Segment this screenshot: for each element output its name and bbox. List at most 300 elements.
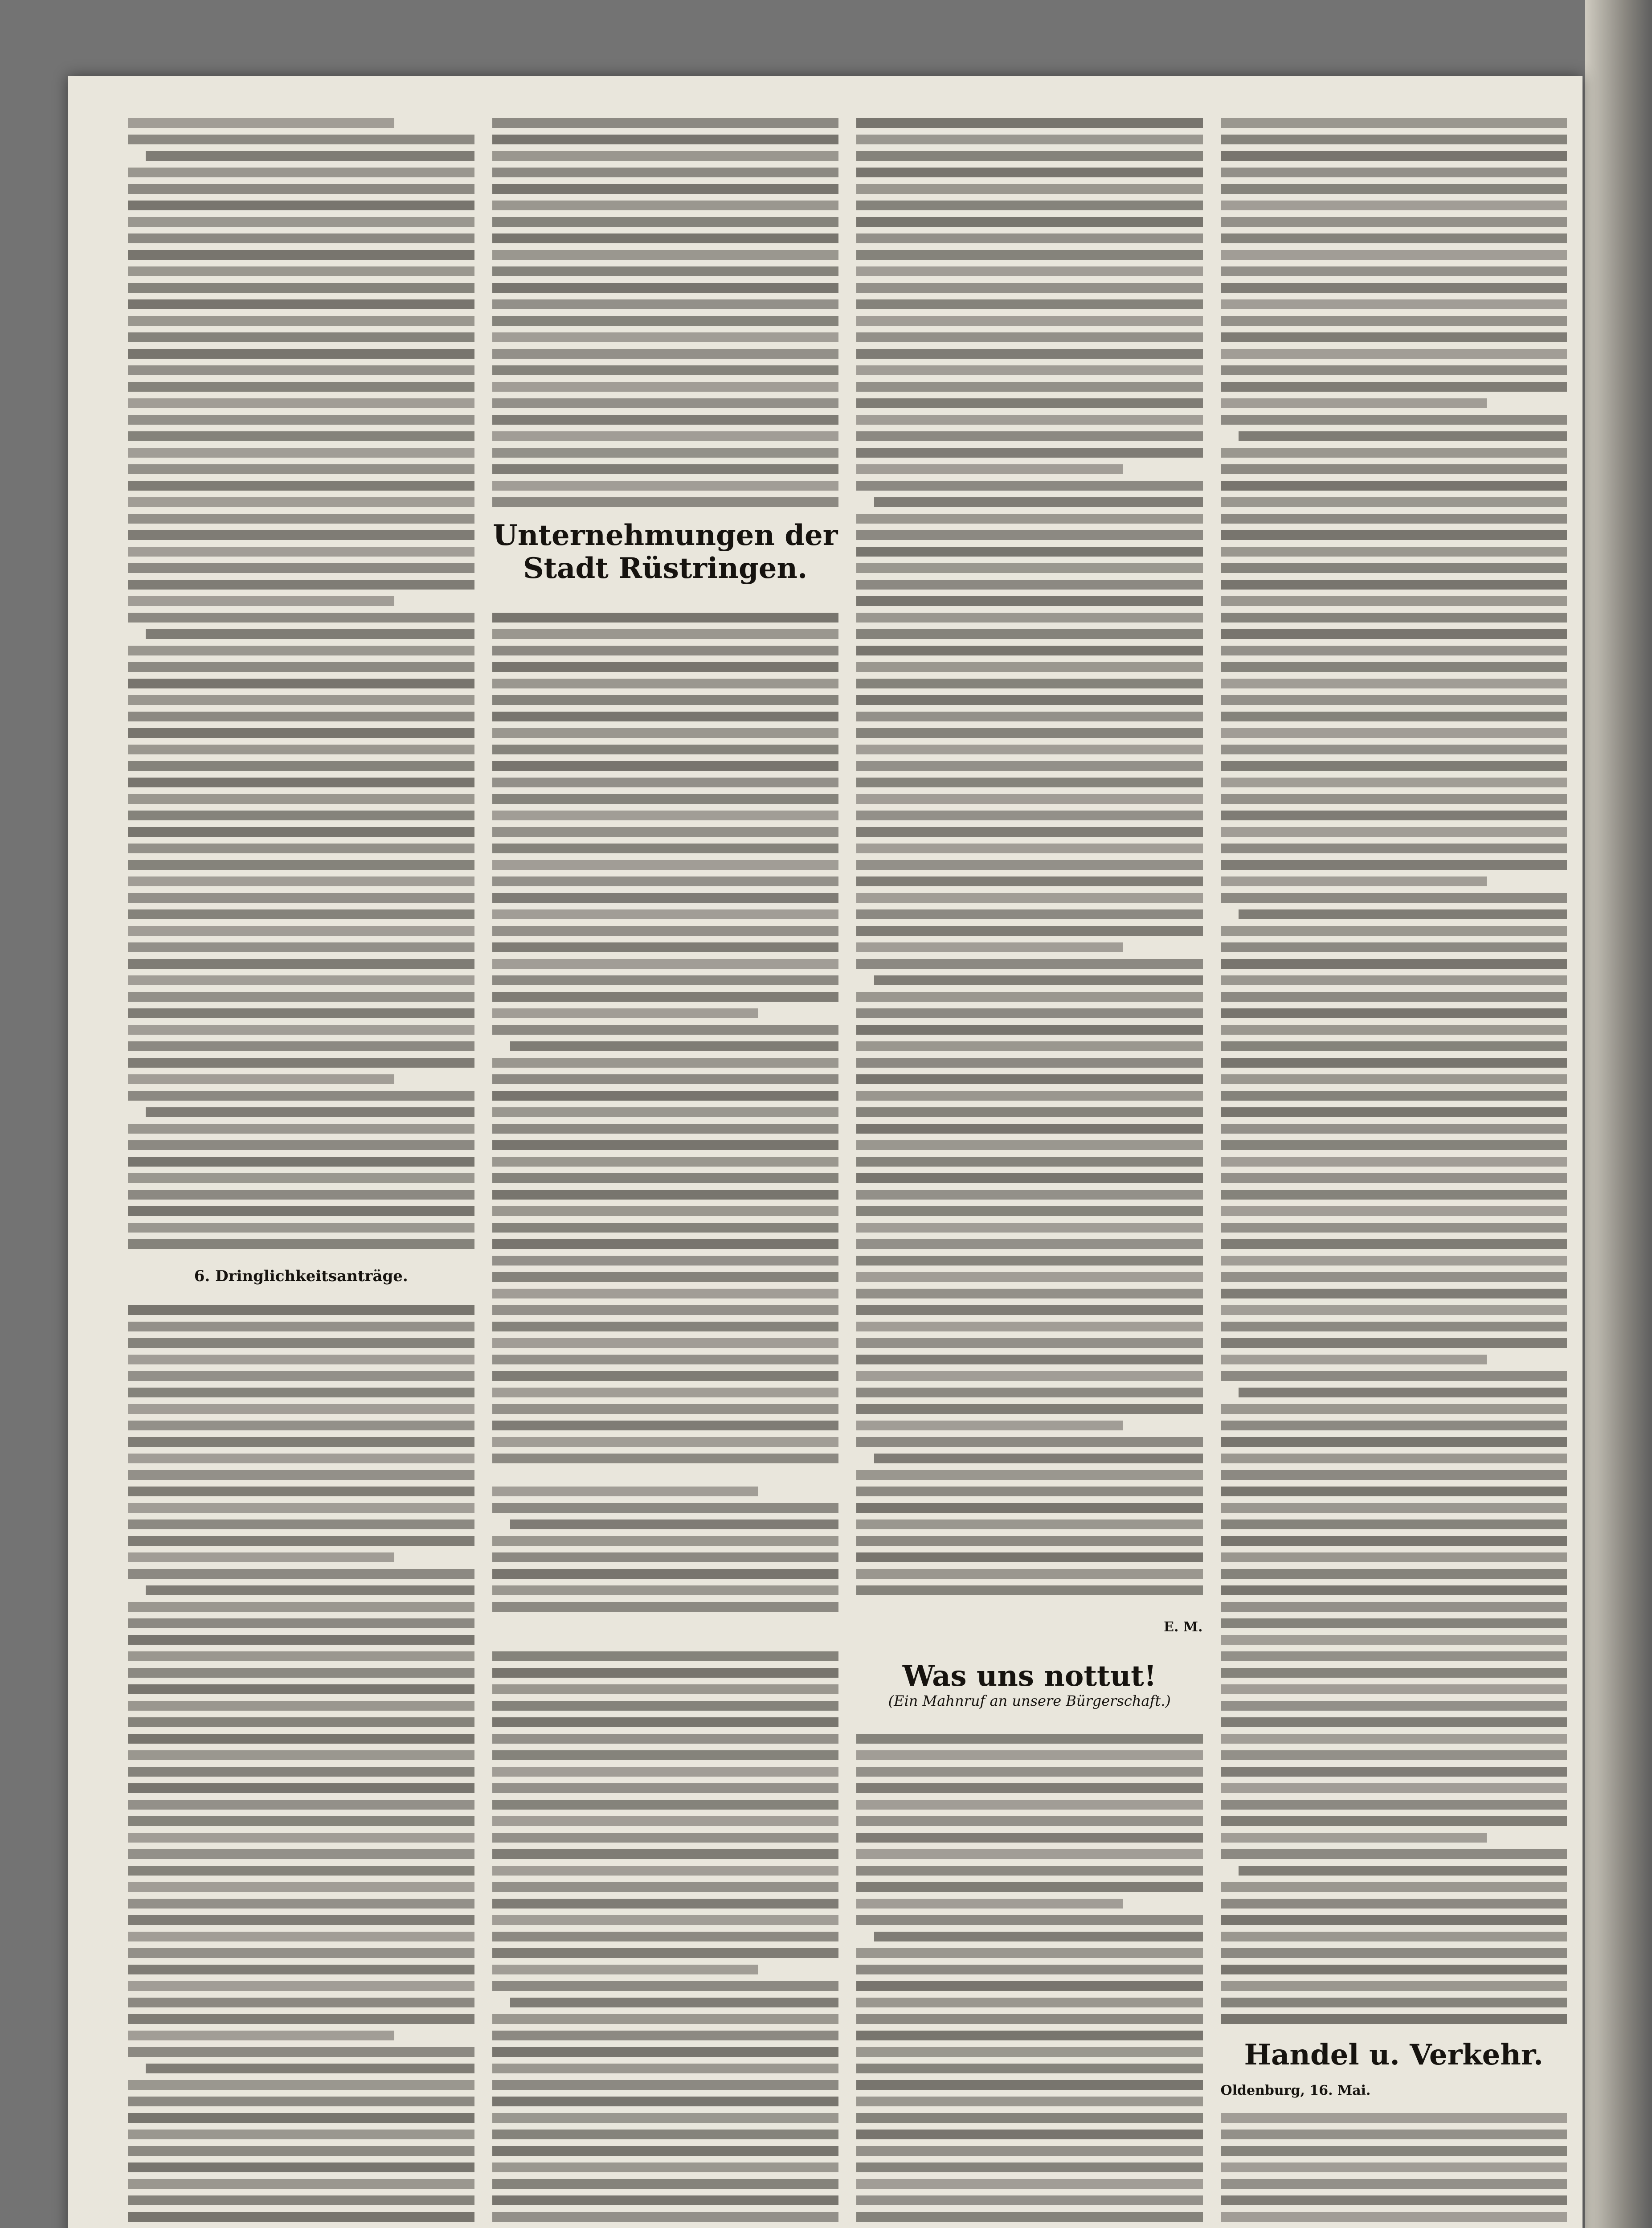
- text-line: [492, 1800, 839, 1810]
- text-line: [1221, 1239, 1567, 1249]
- text-line: [128, 1569, 474, 1579]
- text-line: [856, 464, 1123, 474]
- text-line: [1221, 398, 1487, 408]
- text-line: [856, 1206, 1203, 1216]
- text-line: [1221, 1404, 1567, 1414]
- text-line: [128, 893, 474, 903]
- text-line: [1239, 909, 1567, 919]
- text-line: [1221, 1684, 1567, 1694]
- text-line: [856, 1767, 1203, 1777]
- text-line: [128, 1668, 474, 1678]
- text-line: [1221, 332, 1567, 342]
- text-line: [856, 596, 1203, 606]
- text-line: [1221, 1091, 1567, 1101]
- text-line: [128, 926, 474, 936]
- text-line: [128, 761, 474, 771]
- text-line: [856, 1074, 1203, 1084]
- text-line: [128, 464, 474, 474]
- text-line: [128, 646, 474, 655]
- text-line: [1239, 1388, 1567, 1397]
- text-line: [856, 1371, 1203, 1381]
- text-line: [492, 250, 839, 260]
- text-line: [128, 1734, 474, 1744]
- text-line: [128, 1388, 474, 1397]
- text-line: [1221, 1124, 1567, 1134]
- text-line: [492, 201, 839, 210]
- text-line: [856, 1338, 1203, 1348]
- text-line: [1221, 1371, 1567, 1381]
- text-line: [1221, 1437, 1567, 1447]
- text-line: [146, 629, 474, 639]
- text-line: [1221, 1965, 1567, 1974]
- text-line: [856, 613, 1203, 623]
- text-line: [1221, 1849, 1567, 1859]
- column-1: [128, 118, 474, 2228]
- text-line: [1221, 860, 1567, 870]
- text-line: [128, 827, 474, 837]
- text-line: [128, 1833, 474, 1843]
- text-line: [128, 876, 474, 886]
- text-line: [128, 1157, 474, 1167]
- text-line: [1221, 1025, 1567, 1035]
- text-line: [1221, 662, 1567, 672]
- text-line: [1221, 1767, 1567, 1777]
- text-line: [128, 992, 474, 1002]
- text-line: [492, 431, 839, 441]
- text-line: [492, 1058, 839, 1068]
- column-1-text: [128, 118, 474, 2228]
- text-line: [128, 1998, 474, 2007]
- headline-was-uns-nottut: [856, 1660, 1203, 1718]
- text-line: [856, 2064, 1203, 2073]
- text-line: [128, 1470, 474, 1480]
- text-line: [856, 1107, 1203, 1117]
- text-line: [128, 1355, 474, 1364]
- text-line: [856, 1041, 1203, 1051]
- text-line: [1221, 299, 1567, 309]
- text-line: [1221, 1058, 1567, 1068]
- text-line: [492, 481, 839, 491]
- text-line: [1221, 745, 1567, 754]
- text-line: [492, 745, 839, 754]
- text-line: [492, 2097, 839, 2106]
- text-line: [492, 1668, 839, 1678]
- text-line: [1221, 2130, 1567, 2139]
- text-line: [856, 662, 1203, 672]
- text-line: [492, 497, 839, 507]
- text-line: [492, 2146, 839, 2156]
- text-line: [492, 1421, 839, 1430]
- text-line: [856, 1800, 1203, 1810]
- text-line: [856, 382, 1203, 392]
- text-line: [492, 1734, 839, 1744]
- text-line: [1221, 1503, 1567, 1513]
- text-line: [492, 2195, 839, 2205]
- text-line: [128, 1684, 474, 1694]
- text-line: [1221, 201, 1567, 210]
- text-line: [856, 1437, 1203, 1447]
- text-line: [856, 728, 1203, 738]
- text-line: [492, 1585, 839, 1595]
- text-line: [492, 1124, 839, 1134]
- text-line: [492, 1437, 839, 1447]
- text-line: [492, 876, 839, 886]
- text-line: [128, 1899, 474, 1909]
- text-line: [1221, 1206, 1567, 1216]
- text-line: [1221, 415, 1567, 425]
- text-line: [856, 992, 1203, 1002]
- column-2: [492, 118, 839, 2228]
- text-line: [856, 481, 1203, 491]
- text-line: [128, 2047, 474, 2057]
- text-line: [492, 2113, 839, 2123]
- text-line: [856, 1223, 1203, 1233]
- text-line: [856, 1899, 1123, 1909]
- text-line: [1221, 217, 1567, 227]
- text-line: [492, 415, 839, 425]
- text-line: [856, 530, 1203, 540]
- text-line: [492, 1206, 839, 1216]
- text-line: [1221, 1107, 1567, 1117]
- text-line: [856, 201, 1203, 210]
- text-line: [856, 1322, 1203, 1331]
- text-line: [492, 1602, 839, 1612]
- text-line: [492, 1074, 839, 1084]
- text-line: [128, 909, 474, 919]
- text-line: [492, 1289, 839, 1298]
- text-line: [128, 2146, 474, 2156]
- text-line: [856, 563, 1203, 573]
- text-line: [856, 1239, 1203, 1249]
- text-line: [1221, 1355, 1487, 1364]
- text-line: [492, 1091, 839, 1101]
- text-line: [1221, 1783, 1567, 1793]
- text-line: [492, 1981, 839, 1991]
- text-line: [1221, 283, 1567, 293]
- text-line: [856, 2014, 1203, 2024]
- text-line: [128, 1124, 474, 1134]
- text-line: [1221, 1470, 1567, 1480]
- column-3: [856, 118, 1203, 2228]
- text-line: [1221, 1074, 1567, 1084]
- text-line: [1221, 1272, 1567, 1282]
- text-line: [128, 1618, 474, 1628]
- text-line: [856, 1124, 1203, 1134]
- text-line: [1221, 135, 1567, 144]
- text-line: [492, 1651, 839, 1661]
- text-line: [856, 415, 1203, 425]
- text-line: [856, 1025, 1203, 1035]
- text-line: [1221, 1932, 1567, 1941]
- text-line: [128, 613, 474, 623]
- text-line: [492, 1536, 839, 1546]
- text-line: [128, 1239, 474, 1249]
- text-line: [856, 1256, 1203, 1266]
- text-line: [1221, 959, 1567, 969]
- text-line: [128, 365, 474, 375]
- text-line: [128, 201, 474, 210]
- text-line: [856, 1965, 1203, 1974]
- text-line: [1221, 168, 1567, 177]
- page-edge: [1585, 0, 1652, 2228]
- text-line: [128, 431, 474, 441]
- text-line: [1221, 530, 1567, 540]
- text-line: [128, 1190, 474, 1200]
- text-line: [856, 398, 1203, 408]
- text-line: [1221, 1454, 1567, 1463]
- text-line: [1221, 695, 1567, 705]
- text-line: [856, 1487, 1203, 1496]
- text-line: [856, 1503, 1203, 1513]
- text-line: [856, 547, 1203, 557]
- text-line: [1221, 2014, 1567, 2024]
- text-line: [1221, 992, 1567, 1002]
- text-line: [128, 1223, 474, 1233]
- text-line: [128, 794, 474, 804]
- text-line: [856, 1388, 1203, 1397]
- text-line: [1221, 464, 1567, 474]
- text-line: [128, 1651, 474, 1661]
- text-line: [856, 2195, 1203, 2205]
- text-line: [492, 217, 839, 227]
- text-line: [128, 184, 474, 194]
- text-line: [128, 497, 474, 507]
- text-line: [1221, 629, 1567, 639]
- text-line: [1221, 250, 1567, 260]
- text-line: [492, 1223, 839, 1233]
- text-line: [1221, 1008, 1567, 1018]
- text-line: [128, 217, 474, 227]
- text-line: [492, 2162, 839, 2172]
- text-line: [128, 1800, 474, 1810]
- text-line: [128, 942, 474, 952]
- text-line: [874, 1454, 1203, 1463]
- text-line: [1221, 365, 1567, 375]
- text-line: [1221, 942, 1567, 952]
- text-line: [856, 1008, 1203, 1018]
- text-line: [856, 2031, 1203, 2040]
- text-line: [1221, 1981, 1567, 1991]
- text-line: [1221, 1173, 1567, 1183]
- text-line: [1221, 1536, 1567, 1546]
- text-line: [128, 1552, 394, 1562]
- text-line: [492, 909, 839, 919]
- text-line: [1221, 118, 1567, 128]
- text-line: [856, 2162, 1203, 2172]
- text-line: [492, 233, 839, 243]
- text-line: [128, 382, 474, 392]
- text-line: [492, 283, 839, 293]
- column-2-text: [492, 118, 839, 2228]
- text-line: [128, 481, 474, 491]
- text-line: [492, 860, 839, 870]
- text-line: [1221, 1800, 1567, 1810]
- text-line: [856, 1998, 1203, 2007]
- text-line: [1221, 563, 1567, 573]
- text-line: [856, 827, 1203, 837]
- text-line: [1221, 1915, 1567, 1925]
- text-line: [856, 233, 1203, 243]
- column-4-text: [1221, 118, 1567, 2228]
- text-line: [128, 266, 474, 276]
- text-line: [856, 1355, 1203, 1364]
- text-line: [1221, 1256, 1567, 1266]
- text-line: [1221, 1651, 1567, 1661]
- text-line: [492, 1882, 839, 1892]
- text-line: [856, 2146, 1203, 2156]
- text-line: [146, 1585, 474, 1595]
- text-line: [128, 1305, 474, 1315]
- text-line: [1221, 1816, 1567, 1826]
- text-line: [128, 135, 474, 144]
- text-line: [128, 398, 474, 408]
- text-line: [492, 679, 839, 688]
- text-line: [128, 250, 474, 260]
- text-line: [856, 217, 1203, 227]
- text-line: [128, 233, 474, 243]
- author-signature: E. M.: [1164, 1619, 1203, 1635]
- text-line: [128, 168, 474, 177]
- text-line: [856, 1833, 1203, 1843]
- text-line: [128, 1849, 474, 1859]
- text-line: [128, 1981, 474, 1991]
- text-line: [128, 1783, 474, 1793]
- text-line: [492, 398, 839, 408]
- text-line: [510, 1519, 839, 1529]
- text-line: [128, 1421, 474, 1430]
- text-line: [1221, 382, 1567, 392]
- text-line: [1221, 728, 1567, 738]
- text-line: [1221, 316, 1567, 326]
- text-line: [128, 1519, 474, 1529]
- text-line: [856, 1190, 1203, 1200]
- text-line: [856, 1915, 1203, 1925]
- text-line: [128, 415, 474, 425]
- text-line: [1221, 1140, 1567, 1150]
- text-line: [856, 1783, 1203, 1793]
- text-line: [492, 1157, 839, 1167]
- text-line: [492, 266, 839, 276]
- text-line: [492, 844, 839, 853]
- text-line: [128, 316, 474, 326]
- text-line: [856, 1519, 1203, 1529]
- text-line: [492, 1899, 839, 1909]
- text-line: [128, 1091, 474, 1101]
- text-line: [492, 2014, 839, 2024]
- text-line: [856, 1058, 1203, 1068]
- headline-nottut-subtitle: (Ein Mahnruf an unsere Bürgerschaft.): [888, 1692, 1171, 1709]
- text-line: [856, 811, 1203, 820]
- text-line: [856, 761, 1203, 771]
- text-line: [856, 2047, 1203, 2057]
- text-line: [856, 1866, 1203, 1876]
- text-line: [128, 596, 394, 606]
- text-line: [1221, 481, 1567, 491]
- text-line: [1221, 1322, 1567, 1331]
- text-line: [128, 662, 474, 672]
- text-line: [1221, 1998, 1567, 2007]
- text-line: [874, 975, 1203, 985]
- text-line: [856, 2097, 1203, 2106]
- text-line: [1221, 1717, 1567, 1727]
- text-line: [1221, 926, 1567, 936]
- text-line: [856, 2212, 1203, 2222]
- text-line: [856, 2179, 1203, 2189]
- text-line: [856, 448, 1203, 458]
- text-line: [128, 1025, 474, 1035]
- text-line: [492, 794, 839, 804]
- text-line: [492, 1487, 759, 1496]
- text-line: [492, 959, 839, 969]
- text-line: [128, 1404, 474, 1414]
- text-line: [856, 184, 1203, 194]
- text-line: [856, 168, 1203, 177]
- text-line: [128, 349, 474, 359]
- text-line: [492, 1849, 839, 1859]
- text-line: [1221, 1833, 1487, 1843]
- text-line: [492, 1750, 839, 1760]
- text-line: [128, 563, 474, 573]
- text-line: [492, 2179, 839, 2189]
- text-line: [1221, 827, 1567, 837]
- text-line: [856, 942, 1123, 952]
- headline-handel-verkehr: Handel u. Verkehr.: [1221, 2039, 1567, 2079]
- text-line: [128, 118, 394, 128]
- text-line: [128, 1866, 474, 1876]
- text-line: [1221, 266, 1567, 276]
- text-line: [1221, 497, 1567, 507]
- text-line: [1221, 893, 1567, 903]
- text-line: [492, 1569, 839, 1579]
- text-line: [1221, 1338, 1567, 1348]
- text-line: [492, 1684, 839, 1694]
- text-line: [492, 1932, 839, 1941]
- text-line: [492, 1272, 839, 1282]
- text-line: [856, 1421, 1123, 1430]
- text-line: [128, 1206, 474, 1216]
- text-line: [1221, 1750, 1567, 1760]
- text-line: [1221, 1602, 1567, 1612]
- text-line: [492, 349, 839, 359]
- text-line: [1221, 1519, 1567, 1529]
- text-line: [1221, 547, 1567, 557]
- text-line: [492, 151, 839, 161]
- text-line: [128, 728, 474, 738]
- text-line: [856, 1948, 1203, 1958]
- text-line: [128, 1882, 474, 1892]
- text-line: [856, 1981, 1203, 1991]
- text-line: [856, 1289, 1203, 1298]
- text-line: [856, 794, 1203, 804]
- text-line: [856, 679, 1203, 688]
- text-line: [492, 992, 839, 1002]
- text-line: [1221, 1157, 1567, 1167]
- text-line: [856, 135, 1203, 144]
- text-line: [128, 448, 474, 458]
- text-line: [128, 959, 474, 969]
- text-line: [128, 745, 474, 754]
- text-line: [1221, 1668, 1567, 1678]
- text-line: [492, 382, 839, 392]
- text-line: [492, 926, 839, 936]
- text-line: [492, 893, 839, 903]
- text-line: [1221, 761, 1567, 771]
- text-line: [492, 1833, 839, 1843]
- text-line: [492, 942, 839, 952]
- text-line: [492, 1355, 839, 1364]
- text-line: [856, 332, 1203, 342]
- text-line: [128, 2195, 474, 2205]
